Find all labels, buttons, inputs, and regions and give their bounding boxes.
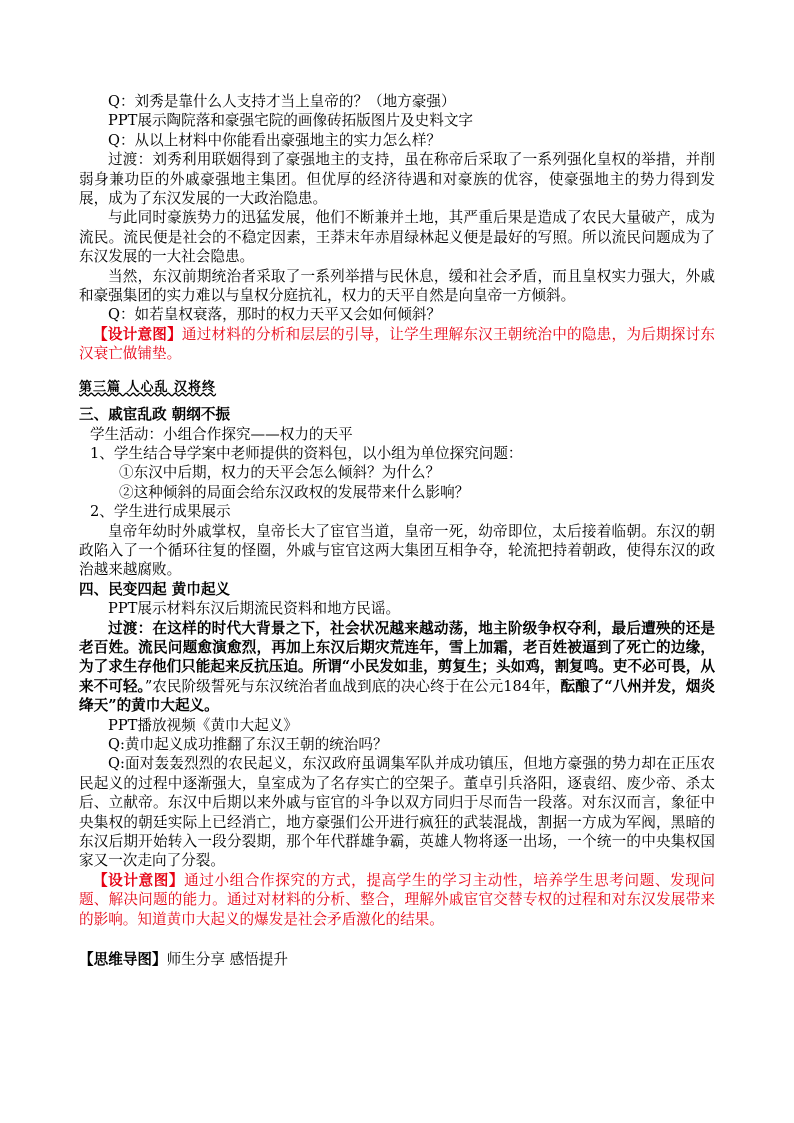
transition-bold-text: 过渡：在这样的时代大背景之下，社会状况越来越动荡，地主阶级争权夺利，最后遭殃的还是老百姓。流民问题愈演愈烈，再加上东汉后期灾荒连年，雪上加霜，老百姓被逼到了死亡的边缘，为了求生存他们只能起来反抗压迫。所谓“小民发如韭，剪复生；头如鸡，割复鸣。吏不必可畏，从来不可轻。 <box>79 619 715 695</box>
mind-map-text: 师生分享 感悟提升 <box>166 951 288 969</box>
document-page <box>79 92 715 969</box>
design-intent-label: 【设计意图】 <box>93 871 185 889</box>
ppt-note-1: PPT展示陶院落和豪强宅院的画像砖拓版图片及史料文字 <box>108 112 474 130</box>
transition-normal-text: ”农民阶级誓死与东汉统治者血战到底的决心终于在公元184年， <box>144 677 561 695</box>
ppt-note-2: PPT展示材料东汉后期流民资料和地方民谣。 <box>108 600 401 618</box>
answer-paragraph: Q:面对轰轰烈烈的农民起义，东汉政府虽调集军队并成功镇压，但地方豪强的势力却在正压农民起义的过程中逐渐强大，皇室成为了名存实亡的空架子。董卓引兵洛阳，逐袁绍、废少帝、杀太后、立献帝。东汉中后期以来外戚与宦官的斗争以双方同归于尽而告一段落。对东汉而言，象征中央集权的朝廷实际上已经消亡，地方豪强们公开进行疯狂的武装混战，割据一方成为军阀，黑暗的东汉后期开始转入一段分裂期，那个年代群雄争霸，英雄人物将逐一出场，一个统一的中央集权国家又一次走向了分裂。 <box>79 755 715 870</box>
transition-end-text: 酝酿了“八州并发，烟炎绛天”的黄巾大起义。 <box>79 677 715 715</box>
section-heading-4: 四、民变四起 黄巾起义 <box>79 580 231 598</box>
section-heading-3: 三、戚宦乱政 朝纲不振 <box>79 406 231 424</box>
design-intent-2 <box>79 871 715 929</box>
activity-step-2: 2、学生进行成果展示 <box>90 503 231 521</box>
student-activity: 学生活动：小组合作探究——权力的天平 <box>90 425 353 443</box>
question-4: Q:黄巾起义成功推翻了东汉王朝的统治吗？ <box>108 736 388 753</box>
design-intent-1 <box>79 325 715 364</box>
paragraph-refugees: 与此同时豪族势力的迅猛发展，他们不断兼并土地，其严重后果是造成了农民大量破产，成为流民。流民便是社会的不稳定因素，王莽末年赤眉绿林起义便是最好的写照。所以流民问题成为了东汉发展的一大社会隐患。 <box>79 209 715 266</box>
inquiry-question-b: ②这种倾斜的局面会给东汉政权的发展带来什么影响？ <box>119 483 470 501</box>
paragraph-early-eastern-han: 当然，东汉前期统治者采取了一系列举措与民休息，缓和社会矛盾，而且皇权实力强大，外戚和豪强集团的实力难以与皇权分庭抗礼，权力的天平自然是向皇帝一方倾斜。 <box>79 267 715 305</box>
inquiry-question-a: ①东汉中后期，权力的天平会怎么倾斜？为什么？ <box>119 464 441 482</box>
question-3: Q：如若皇权衰落，那时的权力天平又会如何倾斜？ <box>108 306 442 324</box>
transition-paragraph-2 <box>79 619 715 716</box>
question-1: Q：刘秀是靠什么人支持才当上皇帝的？（地方豪强） <box>108 93 456 110</box>
design-intent-label: 【设计意图】 <box>93 325 182 343</box>
mind-map-line <box>79 950 715 969</box>
mind-map-label: 【思维导图】 <box>79 951 167 969</box>
design-intent-text: 通过材料的分析和层层的引导，让学生理解东汉王朝统治中的隐患，为后期探讨东汉衰亡做铺垫。 <box>79 325 715 363</box>
ppt-note-3: PPT播放视频《黄巾大起义》 <box>108 716 298 734</box>
section-banner: 第三篇 人心乱 汉将终 <box>79 379 217 395</box>
transition-paragraph-1: 过渡：刘秀利用联姻得到了豪强地主的支持，虽在称帝后采取了一系列强化皇权的举措，并削弱身兼功臣的外戚豪强地主集团。但优厚的经济待遇和对豪族的优容，使豪强地主的势力得到发展，成为了东汉发展的一大政治隐患。 <box>79 151 715 208</box>
question-2: Q：从以上材料中你能看出豪强地主的实力怎么样？ <box>108 131 442 149</box>
design-intent-text: 通过小组合作探究的方式，提高学生的学习主动性，培养学生思考问题、发现问题、解决问题的能力。通过对材料的分析、整合，理解外戚宦官交替专权的过程和对东汉发展带来的影响。知道黄巾大起义的爆发是社会矛盾激化的结果。 <box>79 871 715 928</box>
activity-step-1: 1、学生结合导学案中老师提供的资料包，以小组为单位探究问题： <box>90 444 523 462</box>
paragraph-consort-eunuch: 皇帝年幼时外戚掌权，皇帝长大了宦官当道，皇帝一死，幼帝即位，太后接着临朝。东汉的朝政陷入了一个循环往复的怪圈，外戚与宦官这两大集团互相争夺，轮流把持着朝政，使得东汉的政治越来越腐败。 <box>79 522 715 579</box>
